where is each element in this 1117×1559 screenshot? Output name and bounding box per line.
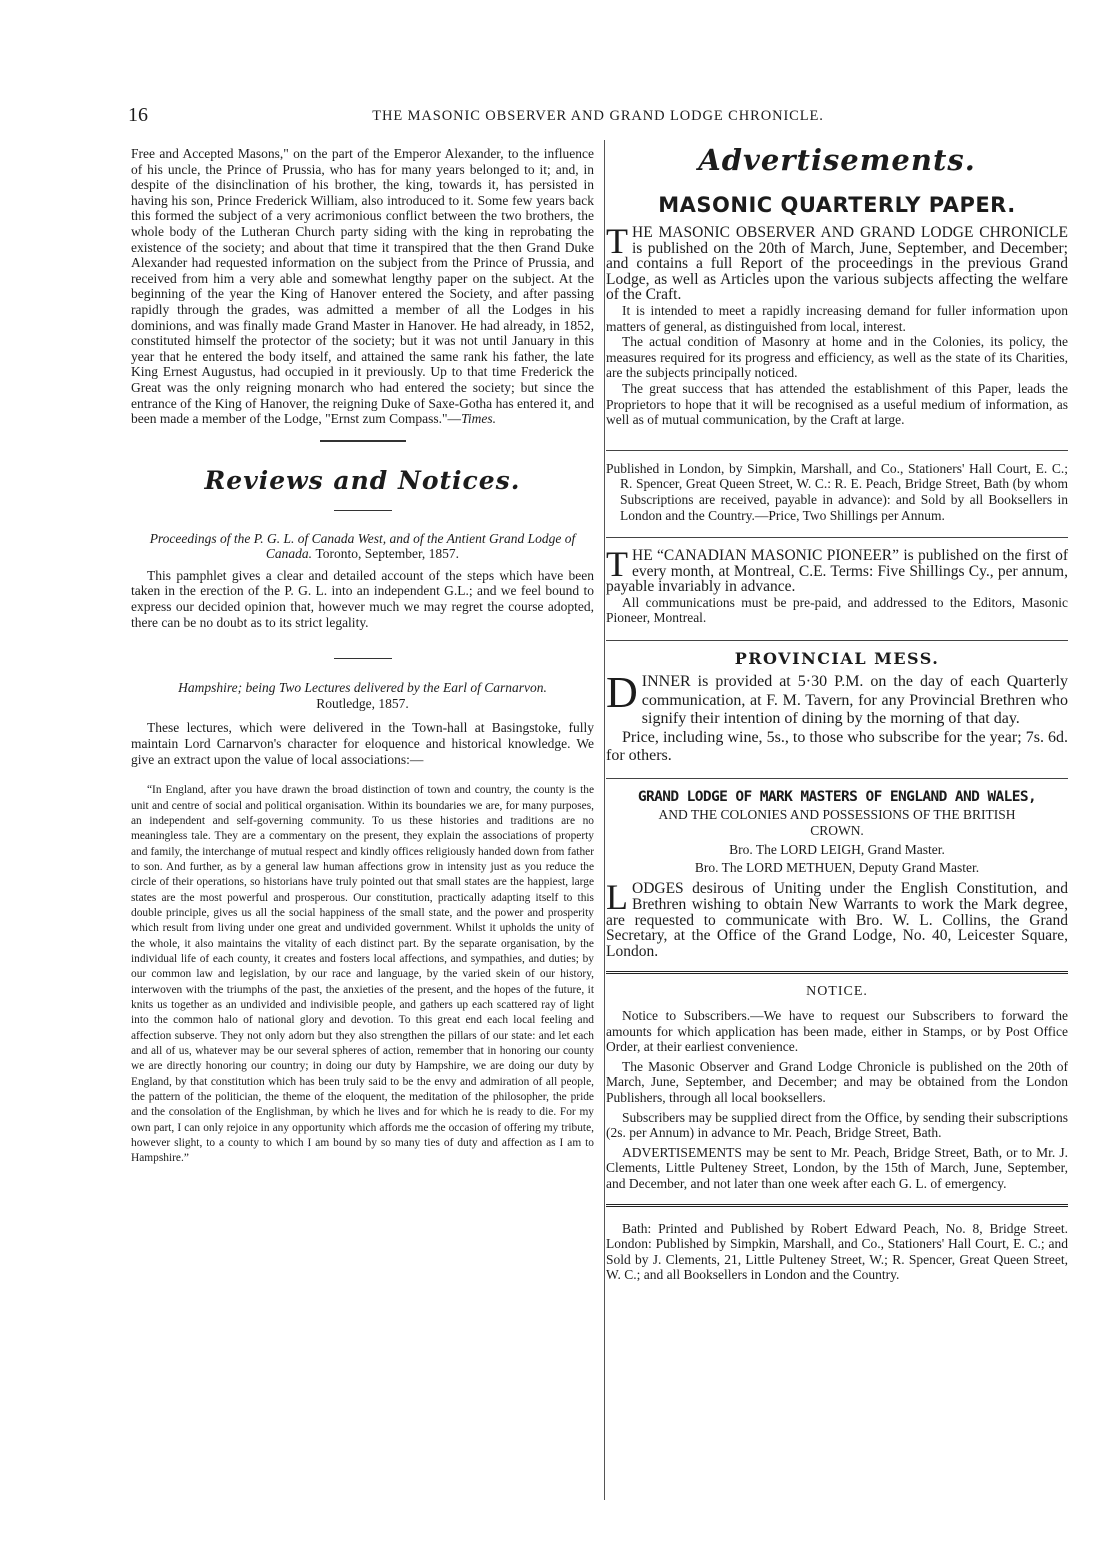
- ad-paragraph: The actual condition of Masonry at home and in the Colonies, its policy, the measures required for its progress and efficiency, as well as the state of its Charities, are the subjects principally noticed.: [606, 334, 1068, 381]
- notice-paragraph: ADVERTISEMENTS may be sent to Mr. Peach, Bridge Street, Bath, or to Mr. J. Clements, Little Pulteney Street, London, by the 15th of March, June, September, and December, and not later than one week after each G. L. of emergency.: [606, 1144, 1068, 1191]
- review-body: These lectures, which were delivered in the Town-hall at Basingstoke, fully maintain Lord Carnarvon's character for eloquence and historical knowledge. We give an extract upon the value of local associations:—: [131, 720, 594, 767]
- drop-cap: L: [606, 877, 628, 918]
- left-column: [131, 146, 594, 1167]
- column-divider: [604, 140, 605, 1500]
- article-text: Free and Accepted Masons," on the part of the Emperor Alexander, to the influence of his uncle, the Prince of Prussia, who has for many years belonged to it; and, in despite of the disinclination of his brother, the king, towards it, has persisted in having his son, Prince Frederick William, also introduced to it. Some few years back this formed the subject of a very acrimonious conflict between the two brothers, the whole body of the Lutheran Church party siding with the king in reprobating the existence of the society; and about that time it transpired that the then Grand Duke Alexander had requested information on the subject from the Prince of Prussia, and received from him a very able and somewhat lengthy paper on the subject. At the beginning of the year the King of Hanover entered the Society, and after passing rapidly through the grades, was admitted a member of all the Lodges in his dominions, and was finally made Grand Master in Hanover. He had already, in 1852, constituted himself the protector of the society; but it was not until January in this year that he entered the body itself, and attained the same rank his father, the late King Ernest Augustus, had occupied in it previously. Up to that time Frederick the Great was the only reigning monarch who had entered the society; but since the entrance of the King of Hanover, the reigning Duke of Saxe-Gotha has entered it, and been made a member of the Lodge, "Ernst zum Compass."—: [131, 146, 594, 427]
- section-rule: [334, 510, 392, 511]
- advertisements-title: Advertisements.: [698, 143, 976, 177]
- ad-text: ODGES desirous of Uniting under the English Constitution, and Brethren wishing to obtain New Warrants to work the Mark degree, are requested to communicate with Bro. W. L. Collins, the Grand Secretary, at the Office of the Grand Lodge, No. 40, Leicester Square, London.: [606, 880, 1068, 960]
- notice-paragraph: Notice to Subscribers.—We have to request our Subscribers to forward the amounts for which application has been made, either in Stamps, or by Post Office Order, at their earliest convenience.: [606, 1007, 1068, 1055]
- drop-cap: T: [606, 221, 628, 261]
- ad-text: HE MASONIC OBSERVER AND GRAND LODGE CHRONICLE is published on the 20th of March, June, September, and December; and contains a full Report of the proceedings in the previous Grand Lodge, as well as Articles upon the various subjects affecting the welfare of the Craft.: [606, 224, 1068, 304]
- page-header: [128, 104, 1068, 130]
- ad-rule: [606, 537, 1068, 538]
- ad-text: HE “CANADIAN MASONIC PIONEER” is published on the first of every month, at Montreal, C.E. Terms: Five Shillings Cy., per annum, payable invariably in advance.: [606, 547, 1068, 596]
- article-continuation: [131, 146, 594, 427]
- printer-imprint: Bath: Printed and Published by Robert Edward Peach, No. 8, Bridge Street. London: Published by Simpkin, Marshall, and Co., Stationers' Hall Court, E. C.; and Sold by J. Clements, 21, Little Pulteney Street, W.; R. Spencer, Great Queen Street, W. C.; and all Booksellers in London and the Country.: [606, 1220, 1068, 1283]
- notice-title: NOTICE.: [806, 984, 868, 1000]
- publication-notice: Published in London, by Simpkin, Marshall, and Co., Stationers' Hall Court, E. C.; R. Spencer, Great Queen Street, W. C.: R. E. Peach, Bridge Street, Bath (by whom Subscriptions are received, payable in advance): and Sold by all Booksellers in London and the Country.—Price, Two Shillings per Annum.: [606, 460, 1068, 523]
- ad-paragraph: The great success that has attended the establishment of this Paper, leads the Proprietors to hope that it will be recognised as a useful medium of information, as well as of mutual communication, by the Craft at large.: [606, 380, 1068, 428]
- ad-masonic-quarterly: [606, 221, 1068, 428]
- article-source: Times.: [461, 411, 496, 427]
- ad-paragraph: [606, 544, 1068, 596]
- lecture-extract: “In England, after you have drawn the broad distinction of town and country, the county is the unit and centre of social and political organisation. Within its boundaries we are, for many purposes, an independent and self-governing community. To us these histories and traditions are no meaningless tale. They are a commentary on the present, they explain the associations of property and family, the interchange of mutual respect and kindly offices religiously handed down from father to son. And further, as by a general law human affections grow in intensity just as you reduce the circle of their operations, so historians have truly pointed out that small states are the happiest, large states are the most powerful and prosperous. Our constitution, practically adapting itself to this double principle, gives us all the social happiness of the small state, and the power and prosperity which result from living under one great and undivided government. Whilst it upholds the unity of the whole, it also maintains the vitality of each distinct part. By the separate organisation, by the individual life of each county, it creates and fosters local affections, and sympathies, and duties; by our common law and legislation, by our race and language, by the varied skein of our history, interwoven with the triumphs of the past, the anxieties of the present, and the hopes of the future, it knits us together as an undivided and indivisible people, and gathers up each scattered ray of light into the common halo of national glory and devotion. To this great end each local feeling and affection subserve. They not only adorn but they also strengthen the pillars of our state: and let each and all of us, whatever may be our several spheres of action, remember that in honoring our county we are directly honoring our country; in doing our duty by Hampshire, we are doing our duty by England, by that constitution which has been truly said to be the envy and admiration of all people, the pattern of the politician, the theme of the eloquent, the meditation of the philosopher, the pride and the consolation of the Englishman, by which he lives and for which he is ready to die. For my own part, I can only rejoice in any opportunity which affords me the occasion of offering my tribute, however slight, to a county to which I am bound by so many ties of duty and affection as I am to Hampshire.”: [131, 784, 594, 1165]
- review-title: [131, 531, 594, 562]
- officer-line: Bro. The LORD LEIGH, Grand Master.: [729, 842, 945, 858]
- ad-rule: [606, 640, 1068, 641]
- review-publisher: Routledge, 1857.: [316, 695, 409, 711]
- ad-headline: PROVINCIAL MESS.: [734, 649, 940, 669]
- section-rule: [320, 440, 406, 442]
- right-column: [606, 143, 1068, 1283]
- notice-paragraph: The Masonic Observer and Grand Lodge Chronicle is published on the 20th of March, June, September, and December; and may be obtained from the London Publishers, through all local booksellers.: [606, 1058, 1068, 1105]
- ad-rule: [606, 971, 1068, 974]
- section-rule: [334, 658, 392, 659]
- imprint-rule: [606, 1204, 1068, 1207]
- ad-paragraph: Price, including wine, 5s., to those who subscribe for the year; 7s. 6d. for others.: [606, 728, 1068, 765]
- review-body: This pamphlet gives a clear and detailed account of the steps which have been taken in the erection of the P. G. L. into an independent G.L.; and we feel bound to express our decided opinion that, however much we may regret the course adopted, there can be no doubt as to its strict legality.: [131, 567, 594, 630]
- ad-headline: MASONIC QUARTERLY PAPER.: [658, 193, 1016, 217]
- review-publisher: Toronto, September, 1857.: [315, 546, 460, 562]
- ad-rule: [606, 778, 1068, 779]
- ad-canadian-pioneer: [606, 544, 1068, 626]
- officer-line: Bro. The LORD METHUEN, Deputy Grand Master.: [694, 859, 980, 875]
- notice-paragraph: Subscribers may be supplied direct from the Office, by sending their subscriptions (2s. per Annum) in advance to Mr. Peach, Bridge Street, Bath.: [606, 1109, 1068, 1141]
- ad-paragraph: It is intended to meet a rapidly increasing demand for fuller information upon matters of general, as distinguished from local, interest.: [606, 302, 1068, 334]
- drop-cap: D: [606, 668, 638, 718]
- ad-paragraph: All communications must be pre-paid, and addressed to the Editors, Masonic Pioneer, Montreal.: [606, 594, 1068, 626]
- ad-paragraph: [606, 668, 1068, 729]
- ad-headline: GRAND LODGE OF MARK MASTERS OF ENGLAND AND WALES,: [637, 789, 1037, 806]
- running-head: THE MASONIC OBSERVER AND GRAND LODGE CHRONICLE.: [372, 108, 824, 124]
- ad-paragraph: [606, 877, 1068, 960]
- ad-paragraph: [606, 221, 1068, 304]
- ad-provincial-mess: [606, 668, 1068, 766]
- section-title: Reviews and Notices.: [204, 465, 521, 495]
- page-number: 16: [128, 104, 148, 126]
- drop-cap: T: [606, 544, 628, 585]
- ad-subheading: AND THE COLONIES AND POSSESSIONS OF THE BRITISH CROWN.: [658, 807, 1016, 838]
- ad-text: INNER is provided at 5·30 P.M. on the day of each Quarterly communication, at F. M. Tavern, for any Provincial Brethren who signify their intention of dining by the morning of that day.: [641, 673, 1068, 728]
- review-title: Hampshire; being Two Lectures delivered by the Earl of Carnarvon.: [178, 680, 547, 696]
- ad-rule: [606, 450, 1068, 451]
- review-title-text: Proceedings of the P. G. L. of Canada West, and of the Antient Grand Lodge of Canada.: [149, 530, 576, 562]
